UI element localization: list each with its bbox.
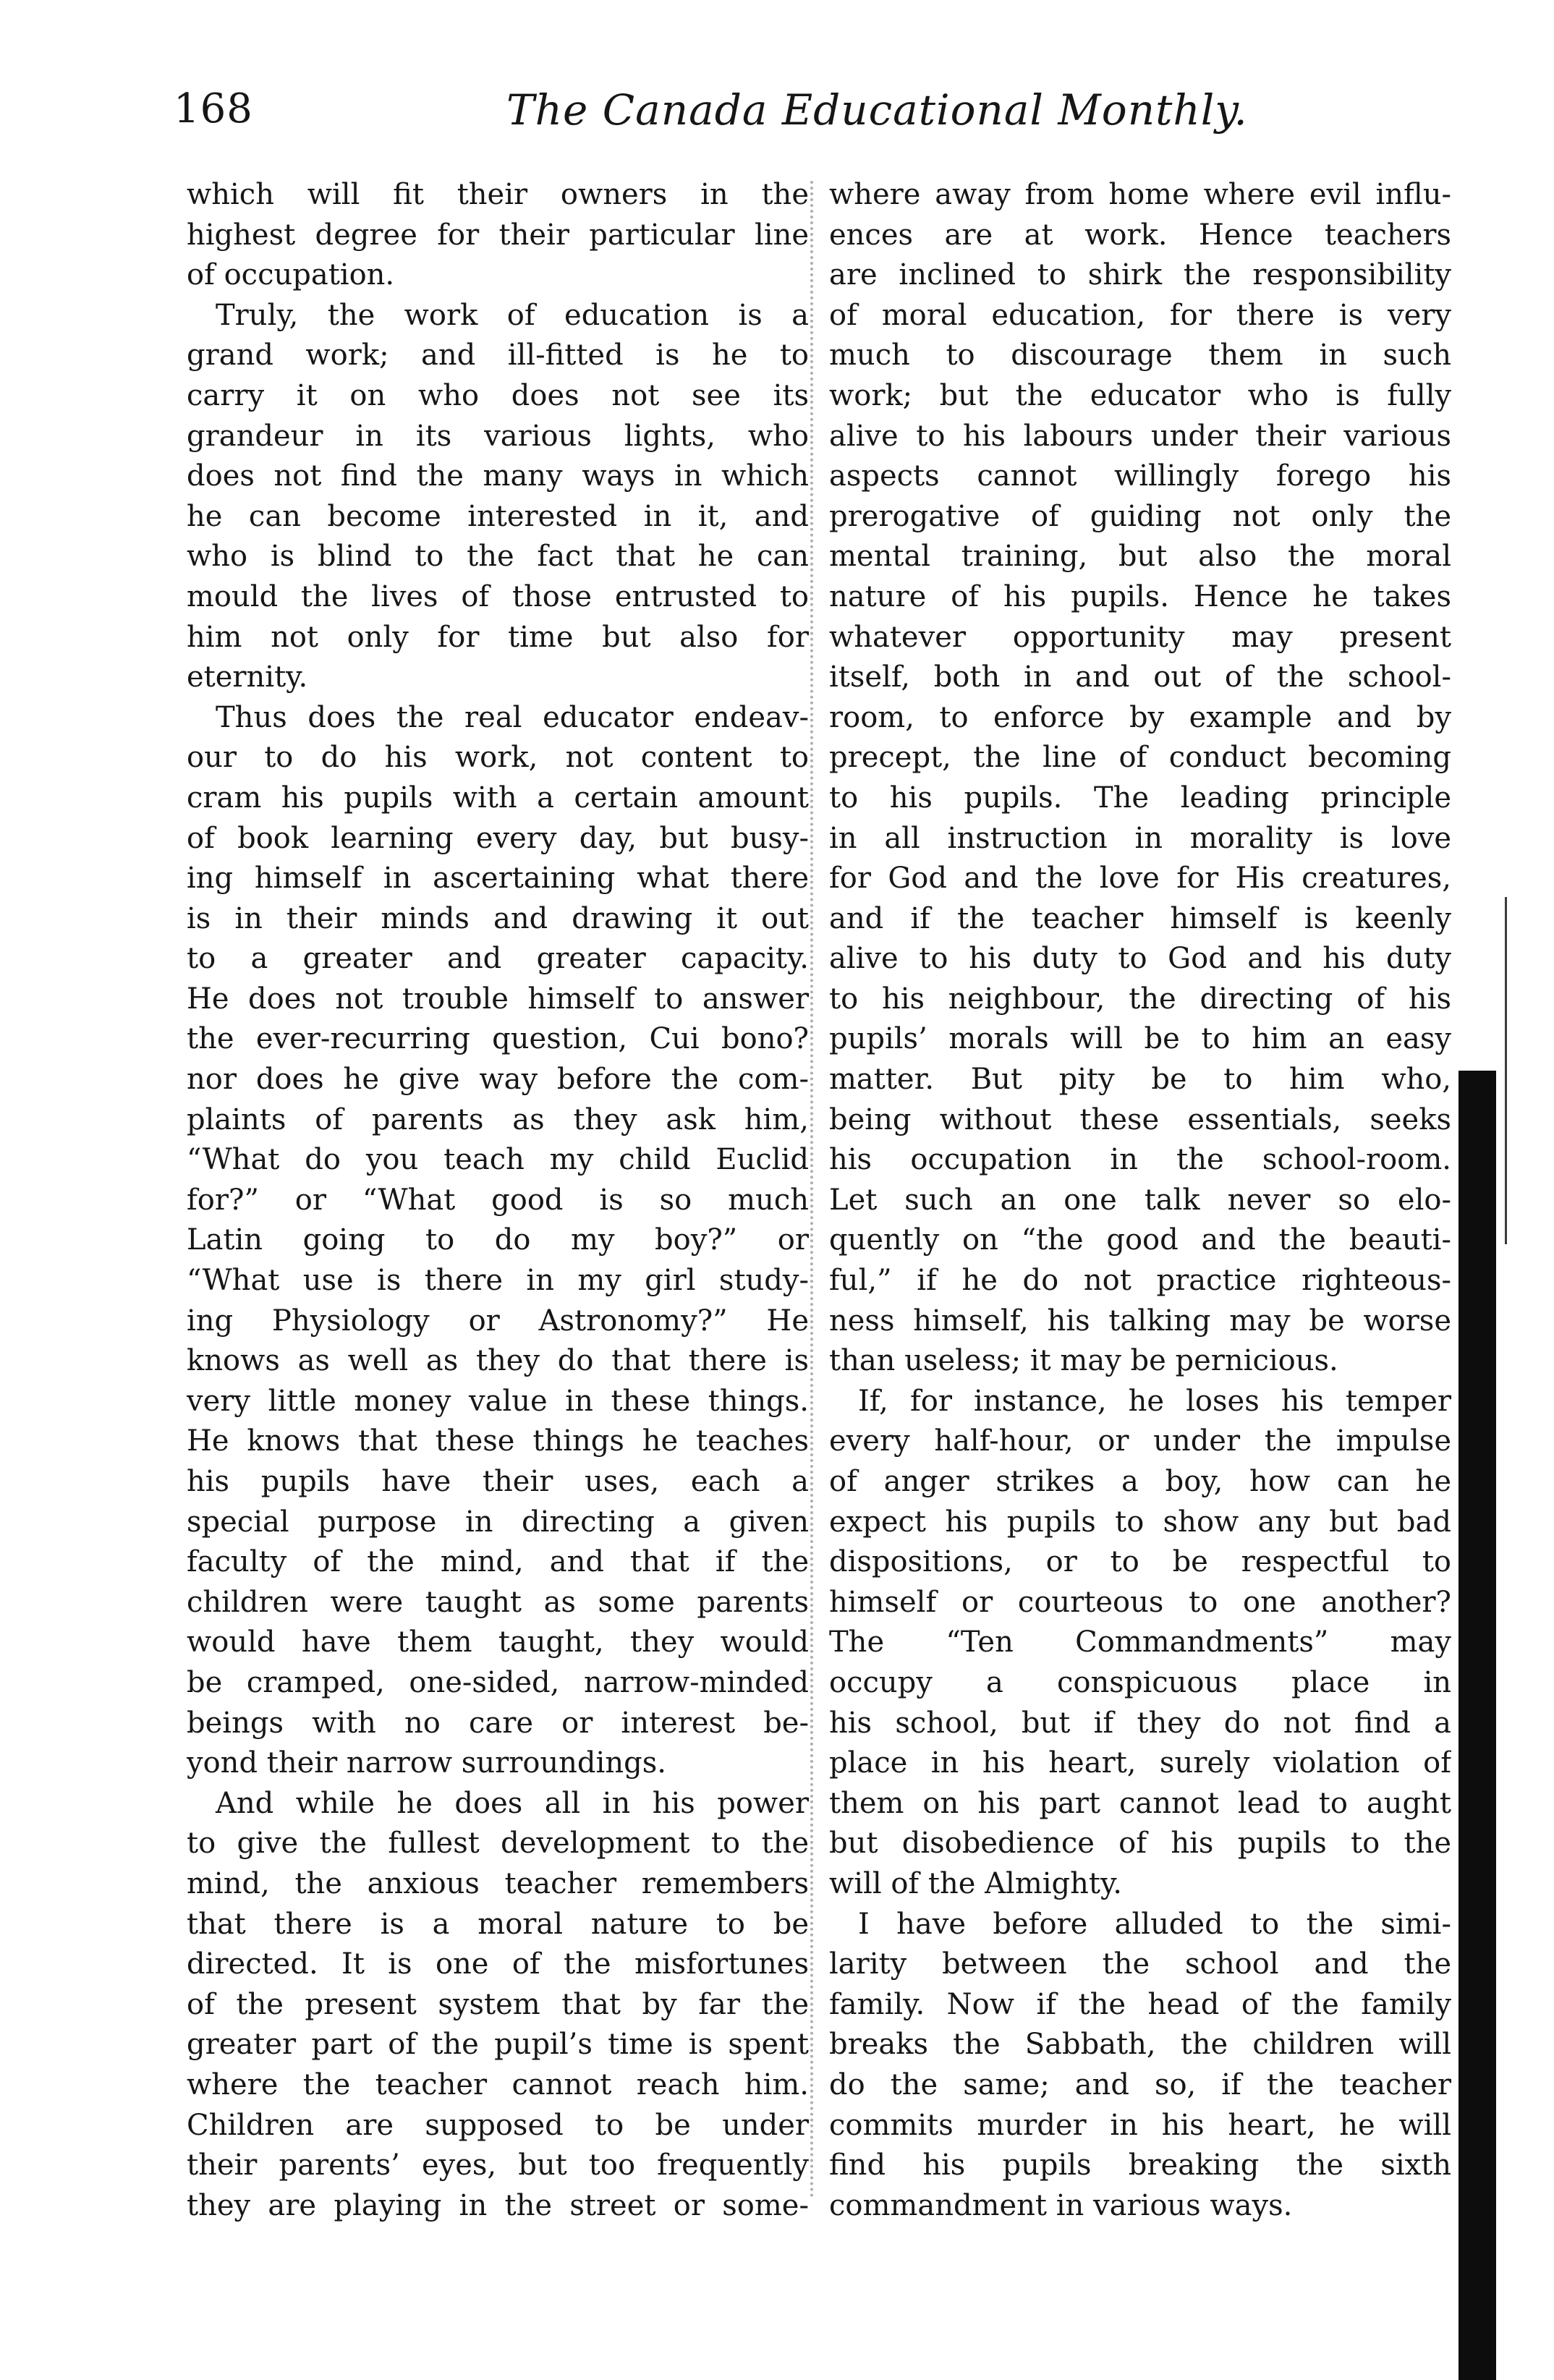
- text-line: special purpose in directing a given: [187, 1505, 809, 1539]
- text-line: matter. But pity be to him who,: [829, 1063, 1451, 1097]
- text-line: are inclined to shirk the responsibility: [829, 258, 1451, 292]
- text-line: do the same; and so, if the teacher: [829, 2067, 1451, 2101]
- page-number: 168: [174, 85, 253, 132]
- text-line: expect his pupils to show any but bad: [829, 1505, 1451, 1539]
- text-line: him not only for time but also for: [187, 620, 809, 654]
- left-text-column: [187, 175, 809, 2226]
- text-line: ing Physiology or Astronomy?” He: [187, 1304, 809, 1338]
- text-line: work; but the educator who is fully: [829, 378, 1451, 412]
- text-line: faculty of the mind, and that if the: [187, 1545, 809, 1579]
- text-line: commits murder in his heart, he will: [829, 2108, 1451, 2142]
- text-line: them on his part cannot lead to aught: [829, 1786, 1451, 1820]
- text-line: who is blind to the fact that he can: [187, 540, 809, 574]
- text-line: place in his heart, surely violation of: [829, 1746, 1451, 1780]
- text-line: He knows that these things he teaches: [187, 1424, 809, 1458]
- scan-edge-line: [1505, 897, 1507, 1244]
- text-line: itself, both in and out of the school-: [829, 660, 1451, 694]
- text-line: they are playing in the street or some-: [187, 2188, 809, 2222]
- text-line: nature of his pupils. Hence he takes: [829, 579, 1451, 613]
- text-line: will of the Almighty.: [829, 1866, 1122, 1900]
- right-text-column: [829, 175, 1451, 2226]
- text-line: of the present system that by far the: [187, 1987, 809, 2021]
- text-line: mental training, but also the moral: [829, 540, 1451, 574]
- text-line: ences are at work. Hence teachers: [829, 218, 1451, 252]
- text-line: where the teacher cannot reach him.: [187, 2067, 809, 2101]
- text-line: but disobedience of his pupils to the: [829, 1827, 1451, 1861]
- text-line: nor does he give way before the com-: [187, 1063, 809, 1097]
- text-line: alive to his duty to God and his duty: [829, 942, 1451, 976]
- text-line: mould the lives of those entrusted to: [187, 579, 809, 613]
- text-line: of moral education, for there is very: [829, 298, 1451, 332]
- text-line: And while he does all in his power: [216, 1786, 809, 1820]
- text-line: and if the teacher himself is keenly: [829, 901, 1451, 935]
- text-line: greater part of the pupil’s time is spent: [187, 2028, 809, 2062]
- text-line: “What do you teach my child Euclid: [187, 1143, 809, 1177]
- text-line: I have before alluded to the simi-: [858, 1907, 1451, 1941]
- text-line: is in their minds and drawing it out: [187, 901, 809, 935]
- text-line: If, for instance, he loses his temper: [858, 1384, 1451, 1418]
- text-line: himself or courteous to one another?: [829, 1585, 1451, 1619]
- text-line: his school, but if they do not find a: [829, 1706, 1451, 1740]
- text-line: Let such an one talk never so elo-: [829, 1183, 1451, 1217]
- text-line: dispositions, or to be respectful to: [829, 1545, 1451, 1579]
- text-line: yond their narrow surroundings.: [187, 1746, 666, 1780]
- text-line: of book learning every day, but busy-: [187, 821, 809, 855]
- text-line: their parents’ eyes, but too frequently: [187, 2149, 809, 2183]
- text-line: pupils’ morals will be to him an easy: [829, 1022, 1451, 1056]
- text-line: family. Now if the head of the family: [829, 1987, 1451, 2021]
- text-line: his occupation in the school-room.: [829, 1143, 1451, 1177]
- text-line: carry it on who does not see its: [187, 378, 809, 412]
- text-line: does not find the many ways in which: [187, 459, 809, 493]
- text-line: grandeur in its various lights, who: [187, 419, 809, 453]
- text-line: of occupation.: [187, 258, 395, 292]
- text-line: precept, the line of conduct becoming: [829, 741, 1451, 775]
- text-line: eternity.: [187, 660, 308, 694]
- text-line: ness himself, his talking may be worse: [829, 1304, 1451, 1338]
- text-line: would have them taught, they would: [187, 1625, 809, 1659]
- text-line: of anger strikes a boy, how can he: [829, 1465, 1451, 1498]
- text-line: Latin going to do my boy?” or: [187, 1223, 809, 1257]
- text-line: for?” or “What good is so much: [187, 1183, 809, 1217]
- text-line: quently on “the good and the beauti-: [829, 1223, 1451, 1257]
- text-line: larity between the school and the: [829, 1947, 1451, 1981]
- text-line: grand work; and ill-fitted is he to: [187, 339, 809, 373]
- text-line: that there is a moral nature to be: [187, 1907, 809, 1941]
- text-line: room, to enforce by example and by: [829, 700, 1451, 734]
- text-line: his pupils have their uses, each a: [187, 1465, 809, 1498]
- text-line: to his neighbour, the directing of his: [829, 982, 1451, 1016]
- text-line: very little money value in these things.: [187, 1384, 809, 1418]
- text-line: He does not trouble himself to answer: [187, 982, 809, 1016]
- text-line: “What use is there in my girl study-: [187, 1264, 809, 1298]
- text-line: directed. It is one of the misfortunes: [187, 1947, 809, 1981]
- text-line: to a greater and greater capacity.: [187, 942, 809, 976]
- text-line: where away from home where evil influ-: [829, 178, 1451, 211]
- text-line: mind, the anxious teacher remembers: [187, 1866, 809, 1900]
- text-line: whatever opportunity may present: [829, 620, 1451, 654]
- text-line: prerogative of guiding not only the: [829, 499, 1451, 533]
- text-line: aspects cannot willingly forego his: [829, 459, 1451, 493]
- text-line: he can become interested in it, and: [187, 499, 809, 533]
- text-line: The “Ten Commandments” may: [829, 1625, 1451, 1659]
- text-line: for God and the love for His creatures,: [829, 862, 1451, 896]
- text-line: alive to his labours under their various: [829, 419, 1451, 453]
- text-line: highest degree for their particular line: [187, 218, 809, 252]
- text-line: Thus does the real educator endeav-: [216, 700, 809, 734]
- scan-edge-shadow: [1459, 1071, 1496, 2380]
- text-line: be cramped, one-sided, narrow-minded: [187, 1665, 809, 1699]
- text-line: ing himself in ascertaining what there: [187, 862, 809, 896]
- page-header: [174, 85, 1317, 143]
- text-line: in all instruction in morality is love: [829, 821, 1451, 855]
- text-line: to his pupils. The leading principle: [829, 781, 1451, 815]
- text-line: our to do his work, not content to: [187, 741, 809, 775]
- text-line: commandment in various ways.: [829, 2188, 1293, 2222]
- text-line: breaks the Sabbath, the children will: [829, 2028, 1451, 2062]
- text-line: Children are supposed to be under: [187, 2108, 809, 2142]
- text-line: than useless; it may be pernicious.: [829, 1344, 1338, 1378]
- text-line: find his pupils breaking the sixth: [829, 2149, 1451, 2183]
- running-title: The Canada Educational Monthly.: [506, 85, 1248, 135]
- text-line: cram his pupils with a certain amount: [187, 781, 809, 815]
- text-line: which will fit their owners in the: [187, 178, 809, 211]
- text-line: the ever-recurring question, Cui bono?: [187, 1022, 809, 1056]
- text-line: knows as well as they do that there is: [187, 1344, 809, 1378]
- text-line: being without these essentials, seeks: [829, 1102, 1451, 1136]
- text-line: occupy a conspicuous place in: [829, 1665, 1451, 1699]
- text-line: much to discourage them in such: [829, 339, 1451, 373]
- text-line: plaints of parents as they ask him,: [187, 1102, 809, 1136]
- text-line: Truly, the work of education is a: [216, 298, 809, 332]
- text-line: children were taught as some parents: [187, 1585, 809, 1619]
- text-line: to give the fullest development to the: [187, 1827, 809, 1861]
- text-line: ful,” if he do not practice righteous-: [829, 1264, 1451, 1298]
- text-line: every half-hour, or under the impulse: [829, 1424, 1451, 1458]
- column-gutter-rule: [810, 181, 816, 2199]
- text-line: beings with no care or interest be-: [187, 1706, 809, 1740]
